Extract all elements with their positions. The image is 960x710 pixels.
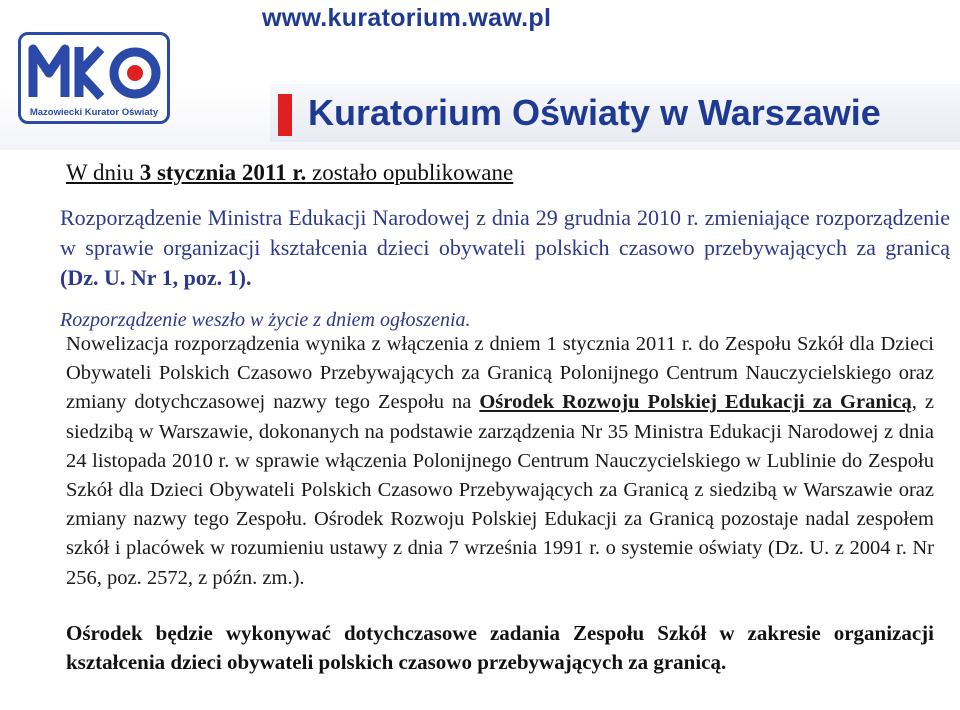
mko-logo [18,32,170,124]
intro-date: 3 stycznia 2011 r. [139,160,307,185]
final-paragraph: Ośrodek będzie wykonywać dotychczasowe zadania Zespołu Szkół w zakresie organizacji kształcenia dzieci obywateli polskich czasowo przebywających za granicą. [66,621,934,674]
body-part-1: Nowelizacja rozporządzenia wynika z włączenia z dniem 1 stycznia 2011 r. do Zespołu Szkół dla Dzieci Obywateli Polskich Czasowo Przebywających za Granicą Polonijnego Centrum Nauczycielskiego oraz zmiany dotychczasowej nazwy tego Zespołu na [66,333,934,414]
regulation-title [60,203,950,293]
logo-caption: Mazowiecki Kurator Oświaty [29,107,159,118]
body-paragraph [66,330,934,593]
intro-line [66,160,513,186]
site-title: Kuratorium Oświaty w Warszawie [308,92,881,133]
body-part-2: , z siedzibą w Warszawie, dokonanych na podstawie zarządzenia Nr 35 Ministra Edukacji Narodowej z dnia 24 listopada 2010 r. w sprawie włączenia Polonijnego Centrum Nauczycielskiego w Lublinie do Zespołu Szkół dla Dzieci Obywateli Polskich Czasowo Przebywających za Granicą z siedzibą w Warszawie oraz zmiany nazwy tego Zespołu. Ośrodek Rozwoju Polskiej Edukacji za Granicą pozostaje nadal zespołem szkół i placówek w rozumieniu ustawy z dnia 7 września 1991 r. o systemie oświaty (Dz. U. z 2004 r. Nr 256, poz. 2572, z późn. zm.). [66,391,935,589]
mko-logo-mark [27,39,163,105]
site-header [0,0,960,150]
regulation-name: Rozporządzenie Ministra Edukacji Narodowej z dnia 29 grudnia 2010 r. zmieniające rozporządzenie w sprawie organizacji kształcenia dzieci obywateli polskich czasowo przebywających za granicą [60,205,950,260]
title-accent-bar [278,94,292,136]
site-url[interactable]: www.kuratorium.waw.pl [262,4,552,32]
effective-note: Rozporządzenie weszło w życie z dniem ogłoszenia. [60,309,471,331]
regulation-citation: (Dz. U. Nr 1, poz. 1). [60,265,252,290]
intro-post: zostało opublikowane [306,160,514,185]
intro-pre: W dniu [66,160,140,185]
body-highlight: Ośrodek Rozwoju Polskiej Edukacji za Granicą [479,391,912,414]
